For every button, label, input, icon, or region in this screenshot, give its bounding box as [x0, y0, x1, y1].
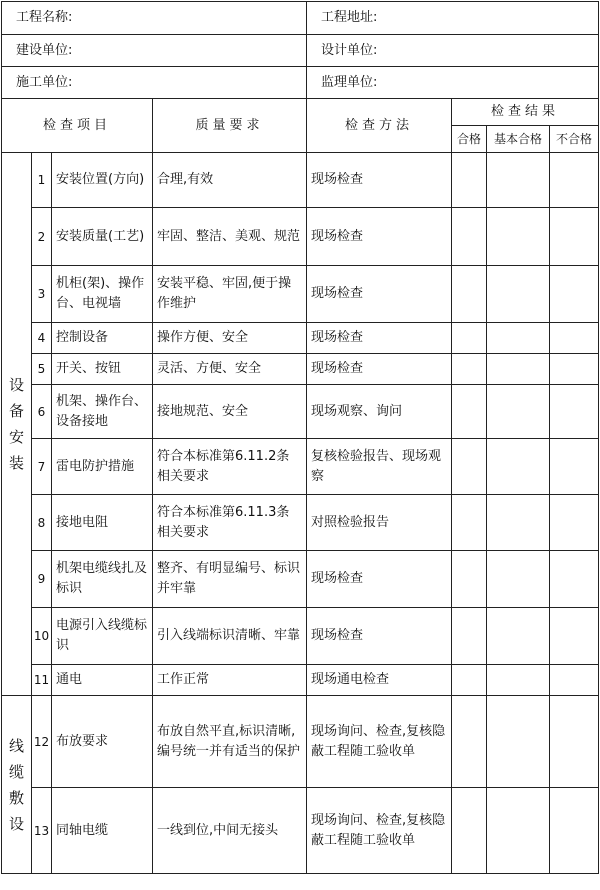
row-number: 8	[32, 495, 52, 551]
quality-cell: 布放自然平直,标识清晰,编号统一并有适当的保护	[153, 696, 307, 788]
supervision-unit-field[interactable]: 监理单位:	[307, 67, 599, 99]
result-basic-pass-cell[interactable]	[487, 495, 550, 551]
item-cell: 接地电阻	[52, 495, 153, 551]
item-cell: 布放要求	[52, 696, 153, 788]
row-number: 12	[32, 696, 52, 788]
section-cable-laying: 线 缆 敷 设	[2, 696, 32, 874]
result-fail-cell[interactable]	[550, 439, 599, 495]
result-pass-cell[interactable]	[452, 788, 487, 874]
result-fail-cell[interactable]	[550, 696, 599, 788]
table-row	[2, 665, 599, 696]
quality-cell: 工作正常	[153, 665, 307, 696]
result-pass-cell[interactable]	[452, 439, 487, 495]
method-cell: 现场询问、检查,复核隐蔽工程随工验收单	[307, 788, 452, 874]
method-cell: 现场检查	[307, 266, 452, 323]
result-pass-cell[interactable]	[452, 153, 487, 208]
quality-cell: 整齐、有明显编号、标识并牢靠	[153, 551, 307, 608]
row-number: 3	[32, 266, 52, 323]
result-basic-pass-cell[interactable]	[487, 439, 550, 495]
row-number: 6	[32, 385, 52, 439]
row-number: 13	[32, 788, 52, 874]
row-number: 1	[32, 153, 52, 208]
item-cell: 开关、按钮	[52, 354, 153, 385]
method-cell: 现场检查	[307, 153, 452, 208]
item-cell: 通电	[52, 665, 153, 696]
item-cell: 机柜(架)、操作台、电视墙	[52, 266, 153, 323]
method-cell: 复核检验报告、现场观察	[307, 439, 452, 495]
quality-cell: 合理,有效	[153, 153, 307, 208]
method-cell: 现场检查	[307, 208, 452, 266]
construction-unit-field[interactable]: 建设单位:	[2, 35, 307, 67]
result-fail-cell[interactable]	[550, 354, 599, 385]
method-cell: 现场观察、询问	[307, 385, 452, 439]
result-basic-pass-cell[interactable]	[487, 323, 550, 354]
result-pass-cell[interactable]	[452, 608, 487, 665]
item-cell: 安装质量(工艺)	[52, 208, 153, 266]
quality-cell: 引入线端标识清晰、牢靠	[153, 608, 307, 665]
item-cell: 安装位置(方向)	[52, 153, 153, 208]
item-cell: 电源引入线缆标识	[52, 608, 153, 665]
result-pass-cell[interactable]	[452, 385, 487, 439]
row-number: 7	[32, 439, 52, 495]
method-cell: 现场通电检查	[307, 665, 452, 696]
col-header-result: 检查结果	[452, 99, 599, 126]
result-fail-cell[interactable]	[550, 788, 599, 874]
row-number: 10	[32, 608, 52, 665]
result-fail-cell[interactable]	[550, 665, 599, 696]
col-header-method: 检查方法	[307, 99, 452, 153]
col-header-basic-pass: 基本合格	[487, 126, 550, 153]
result-fail-cell[interactable]	[550, 208, 599, 266]
result-basic-pass-cell[interactable]	[487, 385, 550, 439]
method-cell: 现场检查	[307, 323, 452, 354]
contractor-unit-field[interactable]: 施工单位:	[2, 67, 307, 99]
item-cell: 雷电防护措施	[52, 439, 153, 495]
result-basic-pass-cell[interactable]	[487, 788, 550, 874]
result-pass-cell[interactable]	[452, 266, 487, 323]
quality-cell: 安装平稳、牢固,便于操作维护	[153, 266, 307, 323]
method-cell: 现场检查	[307, 551, 452, 608]
table-row	[2, 153, 599, 208]
result-basic-pass-cell[interactable]	[487, 354, 550, 385]
row-number: 4	[32, 323, 52, 354]
result-basic-pass-cell[interactable]	[487, 696, 550, 788]
result-basic-pass-cell[interactable]	[487, 266, 550, 323]
row-number: 9	[32, 551, 52, 608]
result-fail-cell[interactable]	[550, 153, 599, 208]
result-basic-pass-cell[interactable]	[487, 208, 550, 266]
quality-cell: 操作方便、安全	[153, 323, 307, 354]
item-cell: 同轴电缆	[52, 788, 153, 874]
result-fail-cell[interactable]	[550, 495, 599, 551]
quality-cell: 符合本标准第6.11.3条相关要求	[153, 495, 307, 551]
result-pass-cell[interactable]	[452, 696, 487, 788]
table-row	[2, 608, 599, 665]
table-row	[2, 551, 599, 608]
item-cell: 控制设备	[52, 323, 153, 354]
table-row	[2, 323, 599, 354]
method-cell: 对照检验报告	[307, 495, 452, 551]
table-row	[2, 495, 599, 551]
project-name-field[interactable]: 工程名称:	[2, 2, 307, 35]
col-header-pass: 合格	[452, 126, 487, 153]
result-pass-cell[interactable]	[452, 665, 487, 696]
result-basic-pass-cell[interactable]	[487, 551, 550, 608]
result-pass-cell[interactable]	[452, 495, 487, 551]
col-header-fail: 不合格	[550, 126, 599, 153]
result-fail-cell[interactable]	[550, 608, 599, 665]
result-basic-pass-cell[interactable]	[487, 153, 550, 208]
table-row	[2, 354, 599, 385]
result-basic-pass-cell[interactable]	[487, 665, 550, 696]
method-cell: 现场检查	[307, 354, 452, 385]
method-cell: 现场检查	[307, 608, 452, 665]
item-cell: 机架电缆线扎及标识	[52, 551, 153, 608]
result-pass-cell[interactable]	[452, 354, 487, 385]
item-cell: 机架、操作台、设备接地	[52, 385, 153, 439]
result-fail-cell[interactable]	[550, 266, 599, 323]
table-row	[2, 266, 599, 323]
quality-cell: 牢固、整洁、美观、规范	[153, 208, 307, 266]
result-pass-cell[interactable]	[452, 208, 487, 266]
quality-cell: 一线到位,中间无接头	[153, 788, 307, 874]
row-number: 2	[32, 208, 52, 266]
result-pass-cell[interactable]	[452, 323, 487, 354]
result-fail-cell[interactable]	[550, 551, 599, 608]
quality-cell: 接地规范、安全	[153, 385, 307, 439]
method-cell: 现场询问、检查,复核隐蔽工程随工验收单	[307, 696, 452, 788]
row-number: 11	[32, 665, 52, 696]
table-row	[2, 696, 599, 788]
result-fail-cell[interactable]	[550, 385, 599, 439]
table-row	[2, 788, 599, 874]
design-unit-field[interactable]: 设计单位:	[307, 35, 599, 67]
result-fail-cell[interactable]	[550, 323, 599, 354]
result-basic-pass-cell[interactable]	[487, 608, 550, 665]
result-pass-cell[interactable]	[452, 551, 487, 608]
inspection-table	[1, 1, 599, 874]
section-equipment-install: 设 备 安 装	[2, 153, 32, 696]
table-row	[2, 208, 599, 266]
table-row	[2, 439, 599, 495]
quality-cell: 灵活、方便、安全	[153, 354, 307, 385]
project-address-field[interactable]: 工程地址:	[307, 2, 599, 35]
col-header-quality: 质量要求	[153, 99, 307, 153]
row-number: 5	[32, 354, 52, 385]
col-header-item: 检查项目	[2, 99, 153, 153]
table-row	[2, 385, 599, 439]
quality-cell: 符合本标准第6.11.2条相关要求	[153, 439, 307, 495]
